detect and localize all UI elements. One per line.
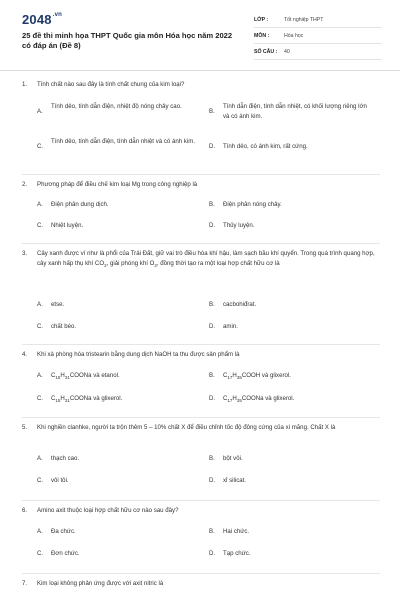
question-number: 5.: [22, 424, 28, 431]
option-text: bột vôi.: [223, 455, 243, 462]
question-number: 7.: [22, 580, 28, 587]
question-4: [22, 345, 380, 418]
exam-title: 25 đề thi minh họa THPT Quốc gia môn Hóa học năm 2022 có đáp án (Đề 8): [22, 31, 233, 50]
option-letter: D.: [209, 550, 216, 557]
subscript: 31: [64, 375, 70, 381]
option-text: Tạp chức.: [223, 550, 251, 557]
question-2: [22, 175, 380, 244]
option-letter: D.: [209, 477, 216, 484]
subscript: 2: [104, 263, 107, 269]
option-letter: D.: [209, 323, 216, 330]
option-letter: C.: [37, 222, 44, 229]
option-text: cacbohiđrat.: [223, 301, 257, 308]
question-text: Tính chất nào sau đây là tính chất chung của kim loại?: [37, 81, 185, 88]
option-text: [223, 371, 369, 381]
logo-suffix: .vn: [52, 12, 63, 18]
option-letter: C.: [37, 477, 44, 484]
subscript: 35: [236, 398, 242, 404]
formula-part: COONa và glixerol.: [69, 395, 123, 402]
subscript: 17: [227, 398, 233, 404]
question-number: 3.: [22, 250, 28, 257]
option-text: Nhiệt luyện.: [51, 222, 84, 229]
option-text: vôi tôi.: [51, 477, 69, 484]
header-divider: [0, 70, 400, 71]
option-text: thạch cao.: [51, 455, 80, 462]
option-text: [51, 394, 197, 404]
option-letter: D.: [209, 222, 216, 229]
formula-part: C: [223, 372, 228, 379]
meta-value: Tốt nghiệp THPT: [284, 16, 324, 23]
option-text: Điện phân nóng chảy.: [223, 201, 282, 208]
formula-part: H: [60, 372, 65, 379]
option-letter: B.: [209, 372, 215, 379]
question-text: [37, 249, 380, 269]
formula-part: COOH và glixerol.: [241, 372, 291, 379]
formula-part: C: [51, 372, 56, 379]
page-header: [22, 12, 382, 60]
subscript: 17: [227, 375, 233, 381]
question-5: [22, 418, 380, 501]
meta-label: LỚP :: [254, 16, 269, 23]
option-text: Tính dẫn điện, tính dẫn nhiệt, có khối lượng riêng lớn và có ánh kim.: [223, 103, 367, 120]
question-1: [22, 80, 380, 175]
option-letter: B.: [209, 301, 215, 308]
option-text: xỉ silicat.: [223, 477, 247, 484]
question-text: Amino axit thuộc loại hợp chất hữu cơ nào sau đây?: [37, 507, 179, 514]
exam-meta: [254, 12, 382, 60]
option-text: Thủy luyện.: [223, 222, 255, 229]
option-text: Tính dẻo, tính dẫn điện, tính dẫn nhiệt và có ánh kim.: [51, 138, 195, 145]
option-letter: B.: [209, 455, 215, 462]
option-text: Hai chức.: [223, 528, 250, 535]
formula-part: COONa và etanol.: [69, 372, 120, 379]
text-part: , giải phóng khí O: [106, 260, 155, 267]
formula-part: H: [232, 372, 237, 379]
formula-part: COONa và glixerol.: [241, 395, 295, 402]
option-letter: B.: [209, 528, 215, 535]
option-letter: B.: [209, 108, 215, 115]
option-text: [51, 371, 197, 381]
logo-text: 2048: [22, 12, 52, 27]
meta-row-subject: [254, 28, 382, 44]
question-3: [22, 244, 380, 345]
question-number: 6.: [22, 507, 28, 514]
option-text: Đơn chức.: [51, 550, 80, 557]
option-letter: A.: [37, 455, 43, 462]
question-number: 2.: [22, 181, 28, 188]
subscript: 31: [64, 398, 70, 404]
question-6: [22, 501, 380, 574]
formula-part: H: [232, 395, 237, 402]
subscript: 15: [55, 375, 61, 381]
question-text: Kim loại không phản ứng được với axit nitric là: [37, 580, 164, 587]
site-logo[interactable]: [22, 12, 62, 27]
meta-value: 40: [284, 48, 290, 55]
option-text: Tính dẻo, tính dẫn điện, nhiệt độ nóng chảy cao.: [51, 103, 182, 110]
subscript: 35: [236, 375, 242, 381]
option-letter: D.: [209, 143, 216, 150]
meta-row-class: [254, 12, 382, 28]
option-letter: C.: [37, 550, 44, 557]
option-text: etse.: [51, 301, 65, 308]
meta-row-count: [254, 44, 382, 60]
formula-part: C: [223, 395, 228, 402]
subscript: 2: [154, 263, 157, 269]
subscript: 15: [55, 398, 61, 404]
option-letter: A.: [37, 372, 43, 379]
meta-label: MÔN :: [254, 32, 270, 39]
option-letter: C.: [37, 323, 44, 330]
question-text: Khi nghiền clanhke, người ta trộn thêm 5 – 10% chất X để điều chỉnh tốc độ đông cứng của xi măng. Chất X là: [37, 424, 336, 431]
option-text: Đa chức.: [51, 528, 76, 535]
option-letter: A.: [37, 301, 43, 308]
question-list: [22, 80, 380, 594]
question-number: 1.: [22, 81, 28, 88]
option-letter: B.: [209, 201, 215, 208]
question-number: 4.: [22, 351, 28, 358]
text-part: , đồng thời tạo ra một loại hợp chất hữu cơ là: [156, 260, 280, 267]
option-letter: D.: [209, 395, 216, 402]
meta-label: SỐ CÂU :: [254, 48, 278, 55]
option-text: amin.: [223, 323, 238, 330]
text-part: Cây xanh được ví như là phổi của Trái Đất, giữ vai trò điều hòa khí hậu, làm sạch bầu khí quyển. Trong quá trình quang hợp, cây xanh hấp thụ khí CO: [37, 250, 375, 267]
question-text: Khi xà phòng hóa tristearin bằng dung dịch NaOH ta thu được sản phẩm là: [37, 351, 240, 358]
option-letter: A.: [37, 528, 43, 535]
option-letter: A.: [37, 201, 43, 208]
option-text: chất béo.: [51, 323, 77, 330]
formula-part: H: [60, 395, 65, 402]
question-text: Phương pháp để điều chế kim loại Mg trong công nghiệp là: [37, 181, 198, 188]
option-text: Điện phân dung dịch.: [51, 201, 109, 208]
option-text: Tính dẻo, có ánh kim, rất cứng.: [223, 143, 308, 150]
question-7: [22, 574, 380, 594]
option-letter: C.: [37, 143, 44, 150]
option-letter: C.: [37, 395, 44, 402]
meta-value: Hóa học: [284, 32, 304, 39]
option-letter: A.: [37, 108, 43, 115]
formula-part: C: [51, 395, 56, 402]
option-text: [223, 394, 369, 404]
